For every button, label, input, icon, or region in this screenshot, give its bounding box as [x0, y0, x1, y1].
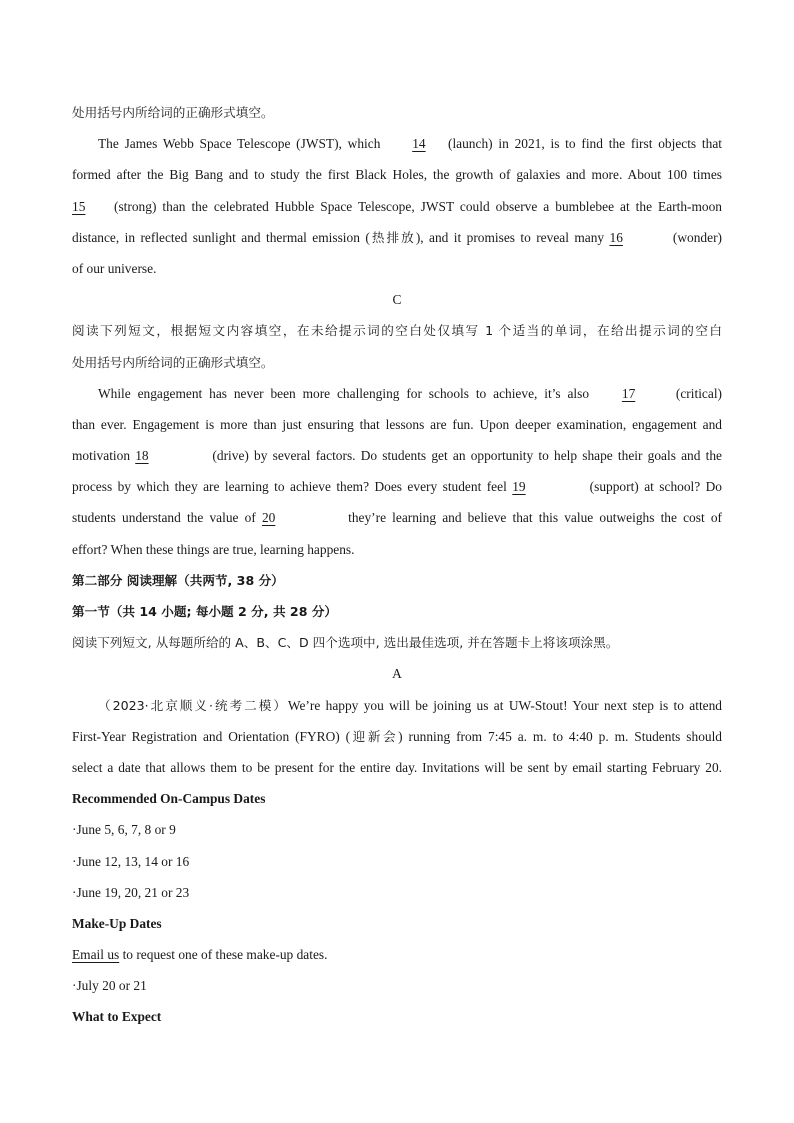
passage-b-line-2: formed after the Big Bang and to study the first Black Holes, the growth of galaxies and more. About 100 times [72, 167, 722, 183]
passage-c-line-5: students understand the value of 20 they’re learning and believe that this value outweighs the cost of [72, 502, 722, 533]
passage-c-line-2: than ever. Engagement is more than just ensuring that lessons are fun. Upon deeper examination, engagement and [72, 416, 722, 432]
what-to-expect-heading: What to Expect [72, 1009, 162, 1025]
passage-a-line-2: First-Year Registration and Orientation (FYRO) (迎新会) running from 7:45 a. m. to 4:40 p. m. Students should [72, 728, 723, 744]
blank-14[interactable]: 14 [412, 136, 426, 152]
passage-c [72, 378, 722, 565]
passage-b-line-5: of our universe. [72, 260, 157, 276]
passage-b-line-4: distance, in reflected sunlight and thermal emission (热排放), and it promises to reveal many 16 (wonder) [72, 222, 722, 253]
passage-b [72, 128, 722, 284]
passage-a [72, 690, 722, 1033]
blank-16[interactable]: 16 [609, 229, 623, 245]
source-citation: （2023·北京顺义·统考二模） [98, 697, 288, 713]
recommended-dates-heading: Recommended On-Campus Dates [72, 791, 266, 807]
section-c-instruction-2: 处用括号内所给词的正确形式填空。 [72, 354, 274, 370]
page-content [72, 97, 722, 1033]
blank-19[interactable]: 19 [512, 479, 526, 495]
part-b-instruction-tail: 处用括号内所给词的正确形式填空。 [72, 105, 274, 120]
date-list-item: ·June 19, 20, 21 or 23 [72, 884, 190, 900]
passage-a-line-3: select a date that allows them to be present for the entire day. Invitations will be sent by email starting February 20. [72, 759, 722, 775]
passage-c-line-4: process by which they are learning to achieve them? Does every student feel 19 (support) at school? Do [72, 471, 722, 502]
section-c-instruction-1: 阅读下列短文，根据短文内容填空，在未给提示词的空白处仅填写 1 个适当的单词，在给出提示词的空白 [72, 323, 722, 339]
blank-18[interactable]: 18 [135, 448, 149, 464]
part2-section1-title: 第一节（共 14 小题; 每小题 2 分, 共 28 分） [72, 604, 338, 619]
makeup-instruction: Email us to request one of these make-up dates. [72, 947, 328, 963]
blank-20[interactable]: 20 [261, 510, 276, 526]
passage-b-line-1: The James Webb Space Telescope (JWST), which 14 (launch) in 2021, is to find the first objects that [72, 128, 722, 159]
passage-c-line-1: While engagement has never been more challenging for schools to achieve, it’s also 17 (critical) [72, 378, 722, 409]
passage-a-line-1: （2023·北京顺义·统考二模）We’re happy you will be joining us at UW-Stout! Your next step is to attend [98, 697, 722, 713]
blank-15[interactable]: 15 [72, 198, 86, 214]
makeup-dates-heading: Make-Up Dates [72, 915, 162, 931]
part2-title: 第二部分 阅读理解（共两节, 38 分） [72, 572, 284, 588]
blank-17[interactable]: 17 [621, 385, 636, 401]
section-a-heading: A [392, 666, 402, 682]
passage-c-line-6: effort? When these things are true, learning happens. [72, 541, 355, 557]
passage-c-line-3: motivation 18 (drive) by several factors. Do students get an opportunity to help shape their goals and the [72, 440, 722, 471]
date-list-item: ·June 5, 6, 7, 8 or 9 [72, 822, 176, 838]
passage-b-line-3: 15 (strong) than the celebrated Hubble Space Telescope, JWST could observe a bumblebee at the Earth-moon [72, 191, 722, 222]
date-list-item: ·June 12, 13, 14 or 16 [72, 853, 190, 869]
date-list-item: ·July 20 or 21 [72, 978, 147, 994]
section-c-heading: C [392, 292, 402, 308]
part2-instruction: 阅读下列短文, 从每题所给的 A、B、C、D 四个选项中, 选出最佳选项, 并在答题卡上将该项涂黑。 [72, 635, 619, 651]
email-us-link[interactable]: Email us [72, 947, 120, 963]
